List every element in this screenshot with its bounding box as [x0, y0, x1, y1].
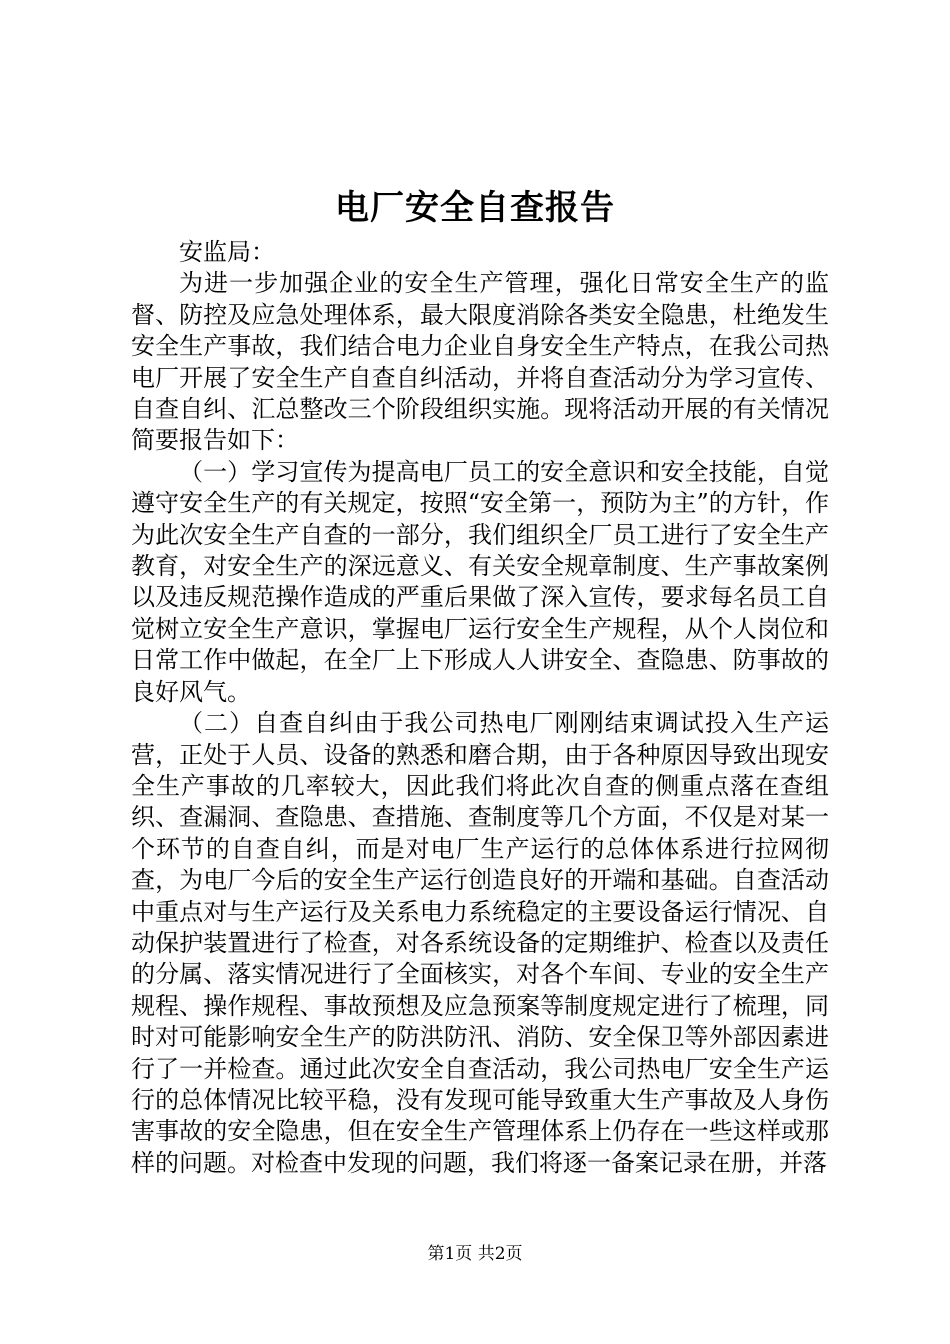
paragraph-intro: 为进一步加强企业的安全生产管理，强化日常安全生产的监督、防控及应急处理体系，最大限度消除各类安全隐患，杜绝发生安全生产事故，我们结合电力企业自身安全生产特点，在我公司热电厂开展了安全生产自查自纠活动，并将自查活动分为学习宣传、自查自纠、汇总整改三个阶段组织实施。现将活动开展的有关情况简要报告如下： [131, 269, 829, 455]
page-footer: 第1页 共2页 [427, 1244, 523, 1264]
salutation: 安监局： [179, 238, 275, 266]
document-body [131, 237, 829, 1179]
document-title: 电厂安全自查报告 [335, 188, 615, 228]
paragraph-section-1: （一）学习宣传为提高电厂员工的安全意识和安全技能，自觉遵守安全生产的有关规定，按照“安全第一，预防为主”的方针，作为此次安全生产自查的一部分，我们组织全厂员工进行了安全生产教育，对安全生产的深远意义、有关安全规章制度、生产事故案例以及违反规范操作造成的严重后果做了深入宣传，要求每名员工自觉树立安全生产意识，掌握电厂运行安全生产规程，从个人岗位和日常工作中做起，在全厂上下形成人人讲安全、查隐患、防事故的良好风气。 [131, 457, 829, 706]
paragraph-section-2: （二）自查自纠由于我公司热电厂刚刚结束调试投入生产运营，正处于人员、设备的熟悉和磨合期，由于各种原因导致出现安全生产事故的几率较大，因此我们将此次自查的侧重点落在查组织、查漏洞、查隐患、查措施、查制度等几个方面，不仅是对某一个环节的自查自纠，而是对电厂生产运行的总体体系进行拉网彻查，为电厂今后的安全生产运行创造良好的开端和基础。自查活动中重点对与生产运行及关系电力系统稳定的主要设备运行情况、自动保护装置进行了检查，对各系统设备的定期维护、检查以及责任的分属、落实情况进行了全面核实，对各个车间、专业的安全生产规程、操作规程、事故预想及应急预案等制度规定进行了梳理，同时对可能影响安全生产的防洪防汛、消防、安全保卫等外部因素进行了一并检查。通过此次安全自查活动，我公司热电厂安全生产运行的总体情况比较平稳，没有发现可能导致重大生产事故及人身伤害事故的安全隐患，但在安全生产管理体系上仍存在一些这样或那样的问题。对检查中发现的问题，我们将逐一备案记录在册，并落 [131, 709, 829, 1177]
